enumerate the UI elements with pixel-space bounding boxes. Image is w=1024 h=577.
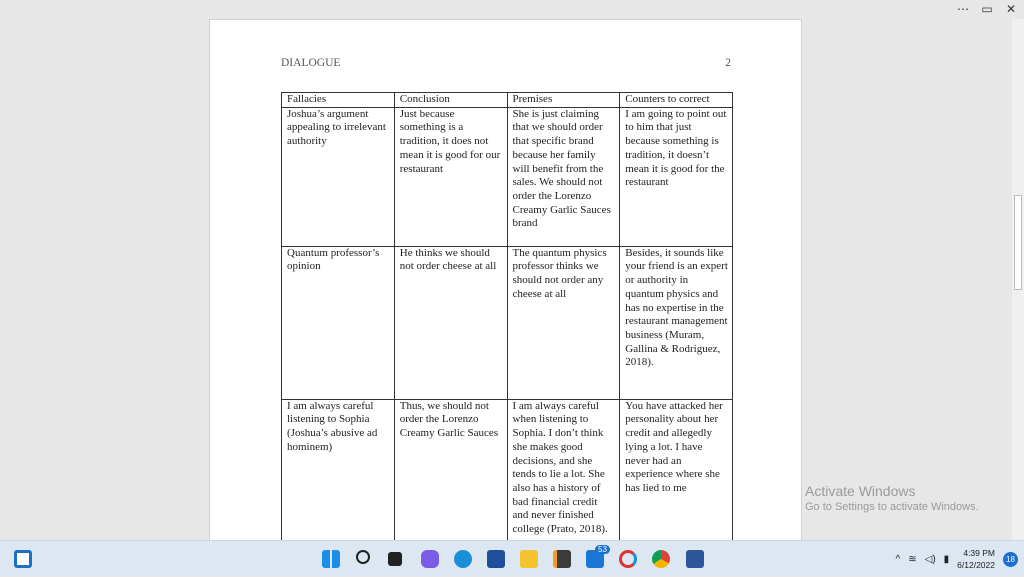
table-row xyxy=(282,399,733,559)
table-cell: Just because something is a tradition, it does not mean it is good for our restaurant xyxy=(394,107,507,246)
header-cell: Fallacies xyxy=(282,93,395,108)
running-head: DIALOGUE xyxy=(281,57,341,69)
word-icon[interactable] xyxy=(686,550,704,568)
start-icon[interactable] xyxy=(322,550,340,568)
watermark-title: Activate Windows xyxy=(805,483,916,499)
table-cell: Joshua’s argument appealing to irrelevant authority xyxy=(282,107,395,246)
volume-icon[interactable]: ◁) xyxy=(924,553,936,565)
mail-icon[interactable] xyxy=(586,545,607,568)
header-cell: Conclusion xyxy=(394,93,507,108)
sublime-icon[interactable] xyxy=(553,550,571,568)
activate-windows-watermark xyxy=(805,483,979,513)
taskbar xyxy=(0,540,1024,576)
page-header xyxy=(281,57,731,69)
close-icon[interactable]: ✕ xyxy=(1005,2,1017,16)
time: 4:39 PM xyxy=(963,548,995,558)
header-cell: Counters to correct xyxy=(620,93,733,108)
table-cell: I am going to point out to him that just because something is tradition, it doesn’t mean it is good for the restaurant xyxy=(620,107,733,246)
document-page xyxy=(209,19,802,549)
system-tray xyxy=(896,541,1024,577)
window-controls xyxy=(950,0,1024,18)
table-cell: You have attacked her personality about her credit and allegedly lying a lot. I have never had an experience where she has lied to me xyxy=(620,399,733,559)
widgets-icon[interactable] xyxy=(14,550,32,568)
restore-icon[interactable]: ▭ xyxy=(981,2,993,16)
teams-chat-icon[interactable] xyxy=(421,550,439,568)
mail-badge: 53 xyxy=(595,545,610,554)
table-cell: The quantum physics professor thinks we should not order any cheese at all xyxy=(507,246,620,399)
table-cell: I am always careful when listening to Sophia. I don’t think she makes good decisions, and she tends to lie a lot. She also has a history of bad financial credit and never finished college (Prato, 2018). xyxy=(507,399,620,559)
clock[interactable] xyxy=(957,547,995,571)
header-cell: Premises xyxy=(507,93,620,108)
store-icon[interactable] xyxy=(487,550,505,568)
table-cell: She is just claiming that we should order that specific brand because her family will benefit from the sales. We should not order the Lorenzo Creamy Garlic Sauces brand xyxy=(507,107,620,246)
more-options-icon[interactable]: ⋯ xyxy=(957,2,969,16)
watermark-subtitle: Go to Settings to activate Windows. xyxy=(805,501,979,513)
file-explorer-icon[interactable] xyxy=(520,550,538,568)
table-cell: I am always careful listening to Sophia (Joshua’s abusive ad hominem) xyxy=(282,399,395,559)
vertical-scrollbar[interactable] xyxy=(1012,19,1024,540)
chevron-up-icon[interactable]: ^ xyxy=(895,553,901,565)
table-cell: Besides, it sounds like your friend is an expert or authority in quantum physics and has no expertise in the restaurant management business (Muram, Gallina & Rodríguez, 2018). xyxy=(620,246,733,399)
page-number: 2 xyxy=(725,57,731,69)
table-row xyxy=(282,246,733,399)
table-row xyxy=(282,107,733,246)
wifi-icon[interactable]: ≋ xyxy=(908,553,917,565)
table-cell: Quantum professor’s opinion xyxy=(282,246,395,399)
scrollbar-thumb[interactable] xyxy=(1014,195,1022,290)
battery-icon[interactable]: ▮ xyxy=(943,553,950,565)
notification-badge[interactable]: 18 xyxy=(1003,552,1018,567)
chrome-icon[interactable] xyxy=(652,550,670,568)
edge-icon[interactable] xyxy=(454,550,472,568)
search-icon[interactable] xyxy=(356,550,370,564)
fallacies-table xyxy=(281,92,733,560)
table-cell: Thus, we should not order the Lorenzo Creamy Garlic Sauces xyxy=(394,399,507,559)
table-header-row xyxy=(282,93,733,108)
date: 6/12/2022 xyxy=(957,560,995,570)
task-view-icon[interactable] xyxy=(388,552,402,566)
app-icon[interactable] xyxy=(619,550,637,568)
table-cell: He thinks we should not order cheese at all xyxy=(394,246,507,399)
